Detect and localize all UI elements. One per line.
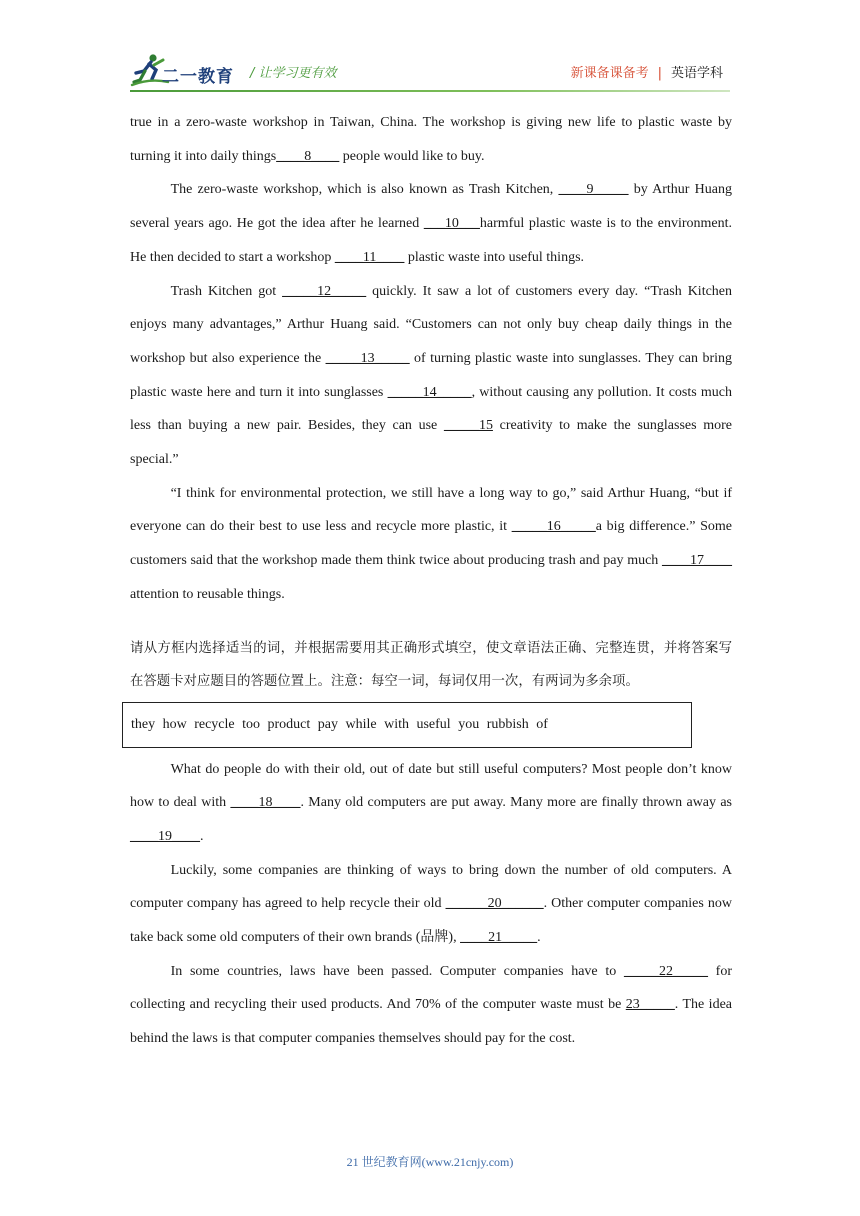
header-right-label: [571, 62, 723, 81]
text: .: [537, 930, 541, 946]
text: plastic waste into useful things.: [404, 249, 585, 265]
header-separator: |: [657, 66, 662, 81]
text: quickly. It saw a lot of customers every day. “Trash Kitchen enjoys many advantages,” Arthur Huang said. “Customers can not only buy cheap daily things in the workshop but also experience the: [130, 283, 733, 366]
brand-logo: [130, 52, 245, 92]
text: What do people do with their old, out of date but still useful computers? Most people don’t know how to deal with: [130, 761, 732, 811]
blank-12: _____12_____: [282, 283, 367, 299]
blank-8: ____8____: [276, 148, 340, 164]
blank-18: ____18____: [230, 795, 301, 811]
blank-23: 23_____: [625, 997, 675, 1013]
passage1-paragraph2: [130, 173, 732, 274]
text: The zero-waste workshop, which is also known as Trash Kitchen,: [170, 182, 559, 198]
page-footer: 21 世纪教育网(www.21cnjy.com): [346, 1155, 514, 1169]
text: harmful plastic waste is to the environment. He then decided to start a workshop: [130, 216, 733, 265]
blank-15: _____15: [443, 418, 493, 434]
blank-16: _____16_____: [511, 519, 596, 535]
passage1-paragraph4: [130, 477, 732, 612]
header-divider: [130, 90, 730, 92]
text: attention to reusable things.: [130, 586, 285, 602]
blank-14: _____14_____: [387, 384, 472, 400]
text: creativity to make the sunglasses more special.”: [130, 418, 732, 468]
passage2-paragraph3: [130, 955, 732, 1056]
text: people would like to buy.: [339, 148, 485, 164]
passage1-paragraph3: [130, 275, 732, 477]
text: . Other computer companies now take back some old computers of their own brands (品牌),: [130, 896, 732, 946]
blank-20: ______20______: [445, 896, 544, 912]
text: , without causing any pollution. It costs much less than buying a new pair. Besides, they can use: [130, 384, 732, 434]
document-body: [130, 106, 732, 1056]
text: In some countries, laws have been passed. Computer companies have to: [170, 963, 624, 979]
spacer: [130, 612, 732, 632]
text: Luckily, some companies are thinking of ways to bring down the number of old computers. A computer company has agreed to help recycle their old: [130, 862, 732, 912]
text: . Many old computers are put away. Many more are finally thrown away as: [300, 795, 732, 811]
header-slogan: / 让学习更有效: [250, 66, 337, 81]
text: a big difference.” Some customers said that the workshop made them think twice about producing trash and pay much: [130, 519, 733, 569]
word-bank-box: they how recycle too product pay while with useful you rubbish of: [122, 702, 692, 748]
blank-17: ____17____: [662, 553, 732, 569]
blank-22: _____22_____: [623, 963, 708, 979]
blank-11: ____11____: [334, 249, 405, 265]
blank-21: ____21_____: [460, 930, 538, 946]
text: Trash Kitchen got: [170, 283, 283, 299]
header-subject-label: 英语学科: [670, 66, 723, 81]
text: “I think for environmental protection, we still have a long way to go,” said Arthur Huang, “but if everyone can do their best to use less and recycle more plastic, it: [130, 485, 732, 535]
page-header: [0, 0, 860, 100]
blank-19: ____19____: [130, 828, 200, 844]
text: by Arthur Huang several years ago. He got the idea after he learned: [130, 182, 732, 232]
text: true in a zero-waste workshop in Taiwan, China. The workshop is giving new life to plastic waste by turning it into daily things: [130, 115, 732, 164]
header-course-label: 新课备课备考: [570, 66, 649, 81]
logo-text: 二一教育: [162, 67, 234, 87]
blank-13: _____13_____: [325, 350, 410, 366]
text: . The idea behind the laws is that computer companies themselves should pay for the cost.: [130, 997, 732, 1047]
passage2-paragraph1: [130, 753, 732, 854]
passage2-paragraph2: [130, 854, 732, 955]
blank-9: ____9_____: [558, 182, 629, 198]
blank-10: ___10___: [423, 216, 480, 232]
text: of turning plastic waste into sunglasses. They can bring plastic waste here and turn it into sunglasses: [130, 350, 733, 400]
text: for collecting and recycling their used products. And 70% of the computer waste must be: [130, 963, 732, 1013]
instruction-text: 请从方框内选择适当的词，并根据需要用其正确形式填空，使文章语法正确、完整连贯，并将答案写在答题卡对应题目的答题位置上。注意：每空一词，每词仅用一次，有两词为多余项。: [130, 640, 732, 690]
text: .: [200, 828, 204, 844]
passage1-paragraph1: [130, 106, 732, 173]
